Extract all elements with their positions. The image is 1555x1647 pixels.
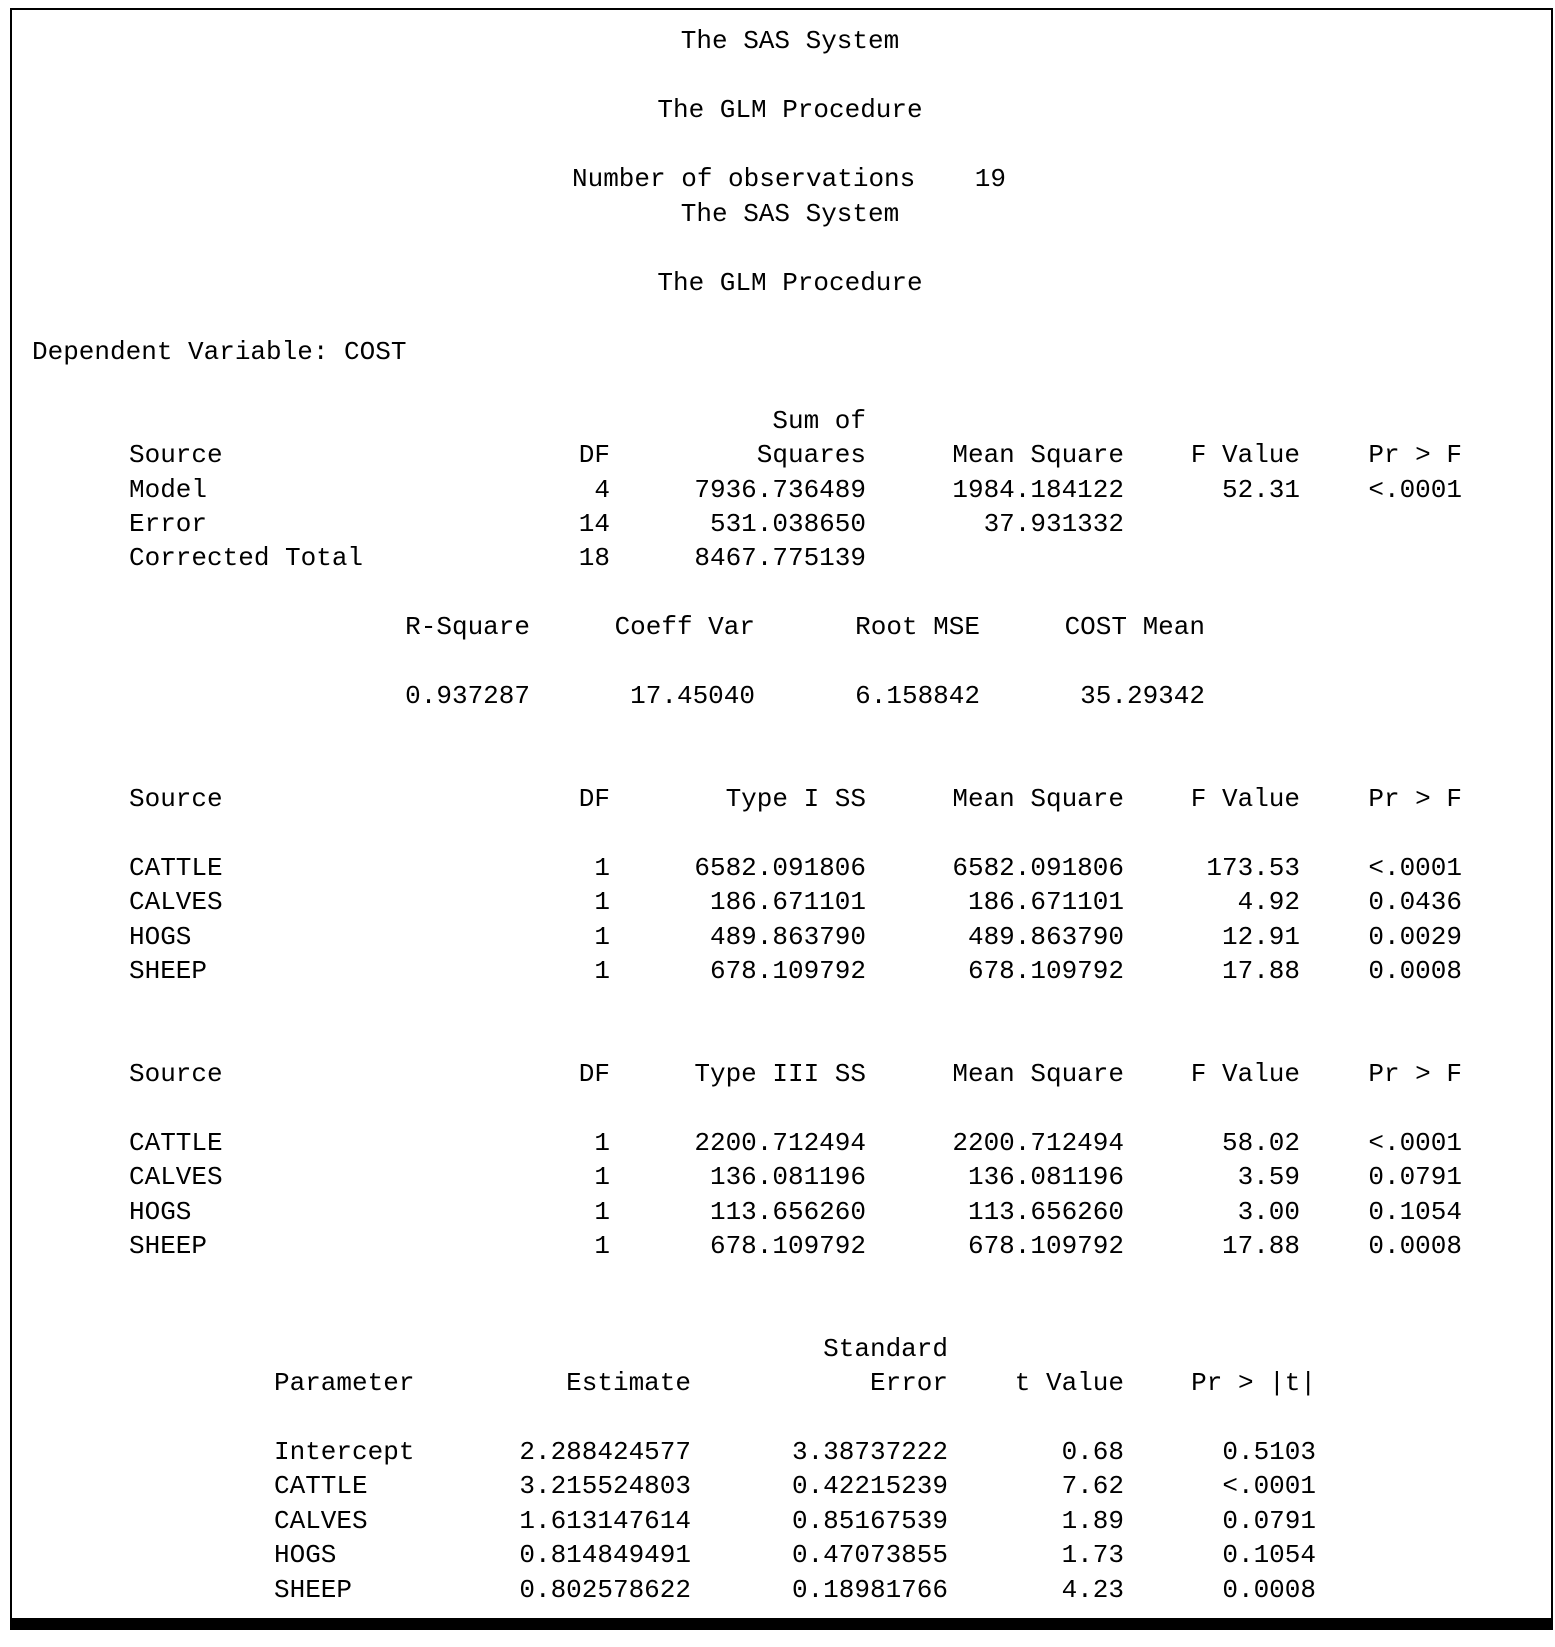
r-square-value: 0.937287 — [405, 681, 530, 711]
param-p: <.0001 — [1222, 1471, 1316, 1501]
type1-source: HOGS — [129, 922, 192, 952]
coeff-var-value: 17.45040 — [630, 681, 755, 711]
df-header: DF — [578, 784, 610, 814]
mean-square-header: Mean Square — [952, 784, 1124, 814]
type3-ms: 678.109792 — [967, 1231, 1124, 1261]
anova-source: Model — [129, 475, 208, 505]
type1-ms: 6582.091806 — [952, 853, 1124, 883]
type1-ms: 186.671101 — [967, 887, 1124, 917]
type1-source: CALVES — [129, 887, 223, 917]
dependent-variable: Dependent Variable: COST — [32, 337, 407, 367]
type3-ms: 136.081196 — [967, 1162, 1124, 1192]
type1-df: 1 — [594, 922, 610, 952]
type3-p: <.0001 — [1368, 1128, 1462, 1158]
anova-df: 14 — [578, 509, 610, 539]
estimate-header: Estimate — [566, 1368, 691, 1398]
type3-f: 17.88 — [1221, 1231, 1300, 1261]
pr-f-header: Pr > F — [1368, 784, 1462, 814]
f-value-header: F Value — [1190, 440, 1300, 470]
param-se: 3.38737222 — [791, 1437, 948, 1467]
se-header-top: Standard — [823, 1334, 948, 1364]
se-header: Error — [869, 1368, 948, 1398]
param-name: HOGS — [274, 1540, 337, 1570]
type3-source: CATTLE — [129, 1128, 223, 1158]
param-se: 0.85167539 — [791, 1506, 948, 1536]
type1-f: 4.92 — [1237, 887, 1300, 917]
type3-p: 0.0008 — [1368, 1231, 1462, 1261]
param-t: 1.73 — [1061, 1540, 1124, 1570]
type1-p: <.0001 — [1368, 853, 1462, 883]
param-estimate: 0.802578622 — [519, 1575, 691, 1605]
anova-p: <.0001 — [1368, 475, 1462, 505]
param-p: 0.0008 — [1222, 1575, 1316, 1605]
pr-f-header: Pr > F — [1368, 1059, 1462, 1089]
anova-df: 18 — [578, 543, 610, 573]
cost-mean-value: 35.29342 — [1080, 681, 1205, 711]
anova-source: Error — [129, 509, 208, 539]
ss-header: Squares — [756, 440, 866, 470]
param-t: 1.89 — [1061, 1506, 1124, 1536]
ss-header-top: Sum of — [772, 406, 866, 436]
anova-source: Corrected Total — [129, 543, 364, 573]
type1-ss: 6582.091806 — [694, 853, 866, 883]
type1-df: 1 — [594, 887, 610, 917]
param-p: 0.1054 — [1222, 1540, 1316, 1570]
type1-p: 0.0008 — [1368, 956, 1462, 986]
type1-df: 1 — [594, 956, 610, 986]
type1-ss: 678.109792 — [709, 956, 866, 986]
param-se: 0.42215239 — [791, 1471, 948, 1501]
system-title: The SAS System — [680, 26, 900, 56]
param-p: 0.0791 — [1222, 1506, 1316, 1536]
type1-p: 0.0029 — [1368, 922, 1462, 952]
type1-source: CATTLE — [129, 853, 223, 883]
type1-f: 12.91 — [1221, 922, 1300, 952]
param-se: 0.47073855 — [791, 1540, 948, 1570]
type3-ms: 2200.712494 — [952, 1128, 1124, 1158]
type3-df: 1 — [594, 1162, 610, 1192]
type3-df: 1 — [594, 1128, 610, 1158]
type3-source: CALVES — [129, 1162, 223, 1192]
param-se: 0.18981766 — [791, 1575, 948, 1605]
observations-label: Number of observations — [572, 164, 916, 194]
type3-ss: 113.656260 — [709, 1197, 866, 1227]
df-header: DF — [578, 1059, 610, 1089]
type1-df: 1 — [594, 853, 610, 883]
type3-f: 3.59 — [1237, 1162, 1300, 1192]
df-header: DF — [578, 440, 610, 470]
type3-df: 1 — [594, 1231, 610, 1261]
procedure-title: The GLM Procedure — [657, 268, 923, 298]
param-t: 0.68 — [1061, 1437, 1124, 1467]
param-estimate: 1.613147614 — [519, 1506, 691, 1536]
anova-ss: 7936.736489 — [694, 475, 866, 505]
type3-source: SHEEP — [129, 1231, 208, 1261]
anova-ss: 8467.775139 — [694, 543, 866, 573]
type3-source: HOGS — [129, 1197, 192, 1227]
source-header: Source — [129, 440, 223, 470]
type1-source: SHEEP — [129, 956, 208, 986]
type3-f: 58.02 — [1221, 1128, 1300, 1158]
f-value-header: F Value — [1190, 784, 1300, 814]
param-t: 4.23 — [1061, 1575, 1124, 1605]
type1-p: 0.0436 — [1368, 887, 1462, 917]
param-name: SHEEP — [274, 1575, 353, 1605]
system-title: The SAS System — [680, 199, 900, 229]
param-t: 7.62 — [1061, 1471, 1124, 1501]
type3-ss: 2200.712494 — [694, 1128, 866, 1158]
parameter-header: Parameter — [274, 1368, 415, 1398]
anova-ms: 37.931332 — [983, 509, 1124, 539]
type3-ms: 113.656260 — [967, 1197, 1124, 1227]
type1-ss: 186.671101 — [709, 887, 866, 917]
mean-square-header: Mean Square — [952, 1059, 1124, 1089]
type3-df: 1 — [594, 1197, 610, 1227]
observations-value: 19 — [974, 164, 1006, 194]
procedure-title: The GLM Procedure — [657, 95, 923, 125]
f-value-header: F Value — [1190, 1059, 1300, 1089]
param-estimate: 2.288424577 — [519, 1437, 691, 1467]
type3-ss-header: Type III SS — [694, 1059, 866, 1089]
anova-df: 4 — [594, 475, 610, 505]
param-estimate: 0.814849491 — [519, 1540, 691, 1570]
pr-t-header: Pr > |t| — [1191, 1368, 1316, 1398]
type1-f: 173.53 — [1206, 853, 1300, 883]
mean-square-header: Mean Square — [952, 440, 1124, 470]
source-header: Source — [129, 784, 223, 814]
root-mse-header: Root MSE — [855, 612, 980, 642]
anova-f: 52.31 — [1221, 475, 1300, 505]
type3-ss: 678.109792 — [709, 1231, 866, 1261]
type1-ss-header: Type I SS — [725, 784, 866, 814]
param-p: 0.5103 — [1222, 1437, 1316, 1467]
param-name: Intercept — [274, 1437, 415, 1467]
root-mse-value: 6.158842 — [855, 681, 980, 711]
anova-ss: 531.038650 — [709, 509, 866, 539]
pr-f-header: Pr > F — [1368, 440, 1462, 470]
cost-mean-header: COST Mean — [1064, 612, 1205, 642]
t-value-header: t Value — [1014, 1368, 1124, 1398]
type1-f: 17.88 — [1221, 956, 1300, 986]
coeff-var-header: Coeff Var — [614, 612, 755, 642]
anova-ms: 1984.184122 — [952, 475, 1124, 505]
type1-ms: 489.863790 — [967, 922, 1124, 952]
source-header: Source — [129, 1059, 223, 1089]
param-estimate: 3.215524803 — [519, 1471, 691, 1501]
type1-ms: 678.109792 — [967, 956, 1124, 986]
type3-f: 3.00 — [1237, 1197, 1300, 1227]
type3-ss: 136.081196 — [709, 1162, 866, 1192]
param-name: CALVES — [274, 1506, 368, 1536]
type3-p: 0.1054 — [1368, 1197, 1462, 1227]
param-name: CATTLE — [274, 1471, 368, 1501]
type3-p: 0.0791 — [1368, 1162, 1462, 1192]
type1-ss: 489.863790 — [709, 922, 866, 952]
r-square-header: R-Square — [405, 612, 530, 642]
